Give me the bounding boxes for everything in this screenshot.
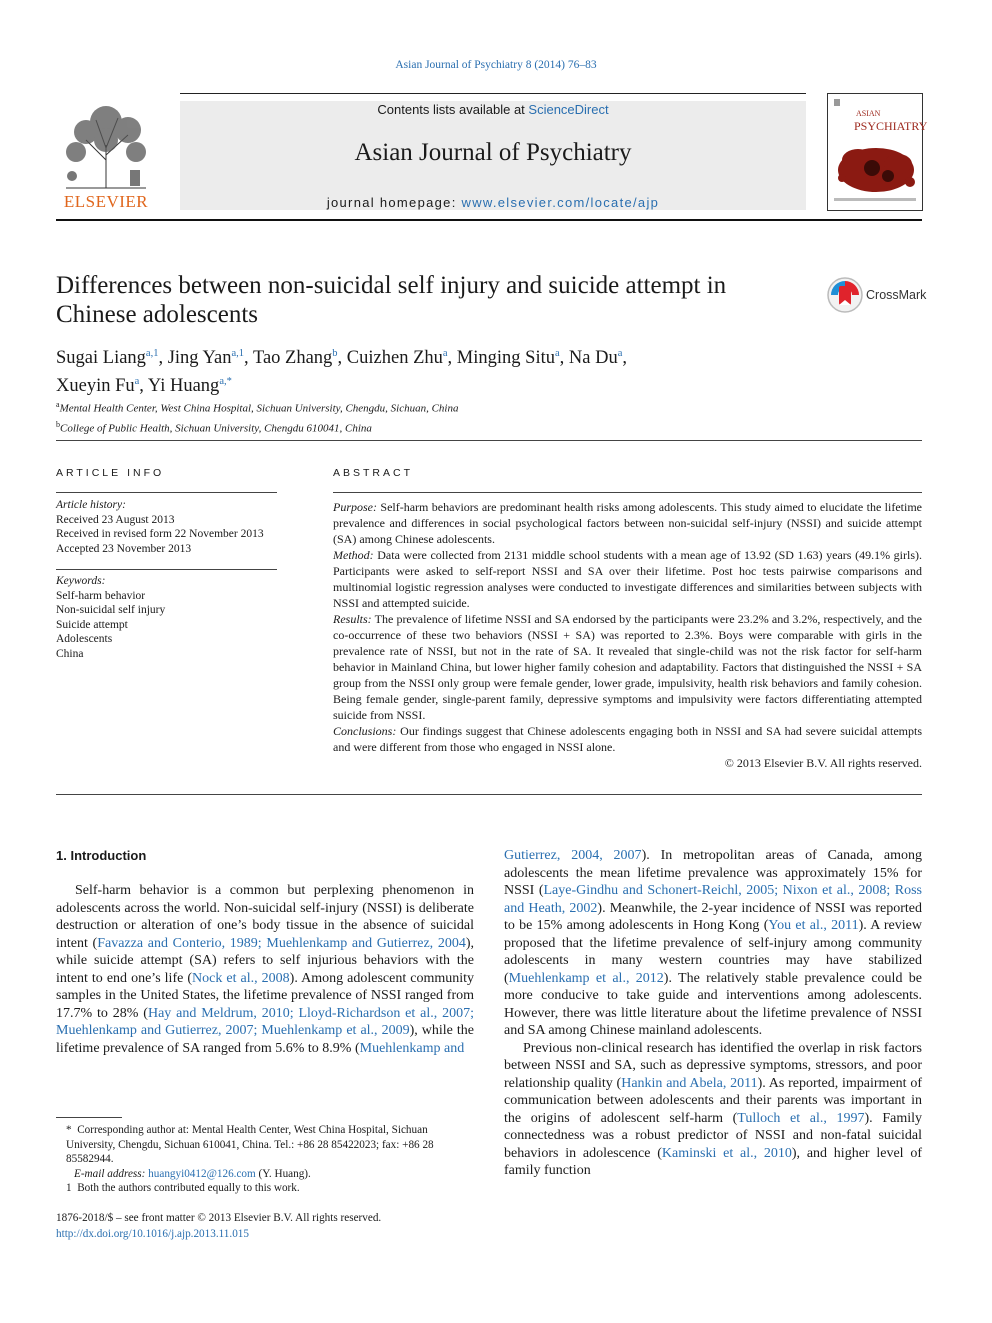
footnote-text: Both the authors contributed equally to this work.	[77, 1182, 300, 1194]
footnote-text: Corresponding author at: Mental Health Center, West China Hospital, Sichuan University, Chengdu, Sichuan 610041, China. Tel.: +86 28 85422023; fax: +86 28 85582944.	[66, 1124, 434, 1165]
author-affil-marker[interactable]: a	[134, 376, 140, 388]
keywords	[56, 574, 165, 661]
cover-title-line2: PSYCHIATRY	[854, 119, 928, 133]
author-name: Cuizhen Zhu	[346, 348, 443, 369]
issn-line: 1876-2018/$ – see front matter © 2013 Elsevier B.V. All rights reserved.	[56, 1212, 382, 1224]
citation-link[interactable]: Laye-Gindhu and Schonert-Reichl, 2005; Nixon et al., 2008; Ross and Heath, 2002	[504, 883, 922, 916]
history-received: Received 23 August 2013	[56, 513, 175, 526]
citation-link[interactable]: Hay and Meldrum, 2010; Lloyd-Richardson et al., 2007; Muehlenkamp and Gutierrez, 2007; Muehlenkamp et al., 2009	[56, 1005, 474, 1038]
abstract-conclusions	[333, 723, 922, 755]
abstract-copyright: © 2013 Elsevier B.V. All rights reserved.	[724, 756, 922, 770]
history-accepted: Accepted 23 November 2013	[56, 542, 192, 555]
body-paragraph	[504, 847, 922, 1040]
author-affil-marker[interactable]: a,1	[145, 348, 159, 359]
body-column-left	[56, 882, 474, 1057]
homepage-line	[180, 195, 806, 210]
author-name: Sugai Liang	[56, 348, 146, 369]
body-text: ). In metropolitan areas of Canada, among adolescents the mean lifetime prevalence was approximately 15% for NSSI (	[504, 848, 923, 898]
body-text: ). Meanwhile, the 2-year incidence of NSSI was reported to be 15% among adolescents in Hong Kong (	[504, 900, 922, 933]
body-text: ). Among adolescent community samples in the United States, the lifetime prevalence of NSSI ranged from 17.7% to 28% (	[56, 970, 475, 1021]
abstract-method-text: Data were collected from 2131 middle school students with a mean age of 13.92 (SD 1.63) years (49.1% girls). Participants were asked to self-report NSSI and SA over their lifetime. Post hoc tests pairwise comparisons and multinomial logistic regression analyses were conducted to investigate differences and similarities between subjects with NSSI and attempted suicide.	[333, 548, 923, 610]
abstract-body	[333, 499, 922, 771]
footnote-marker: 1	[66, 1182, 72, 1194]
body-text: ). A review proposed that the lifetime prevalence of self-injury among community adolescents in many western countries may have stabilized (	[504, 918, 922, 986]
abstract-purpose-text: Self-harm behaviors are predominant health risks among adolescents. This study aimed to elucidate the lifetime prevalence and differences in social psychological factors between non-suicidal self-injury (NSSI) and suicide attempt (SA) among Chinese adolescents.	[333, 500, 922, 546]
keywords-heading: Keywords:	[56, 575, 106, 587]
abstract-method	[333, 547, 922, 611]
citation-link[interactable]: Gutierrez, 2004, 2007	[504, 848, 642, 863]
abstract-conclusions-text: Our findings suggest that Chinese adolescents engaging both in NSSI and SA had severe suicidal attempts and were different from those who engaged in NSSI alone.	[333, 724, 923, 754]
history-revised: Received in revised form 22 November 2013	[56, 528, 264, 540]
publication-info	[56, 1211, 381, 1242]
keyword-item: Non-suicidal self injury	[56, 604, 166, 616]
body-text: ). As reported, impairment of communication between adolescents and their parents was important in the origins of adolescent self-harm (	[504, 1075, 922, 1126]
email-label: E-mail address:	[74, 1167, 146, 1180]
article-history	[56, 498, 264, 556]
citation-link[interactable]: Tulloch et al., 1997	[737, 1110, 865, 1126]
crossmark-badge[interactable]	[826, 276, 926, 314]
author-name: Yi Huang	[147, 376, 220, 397]
citation-link[interactable]: Favazza and Conterio, 1989; Muehlenkamp and Gutierrez, 2004	[97, 935, 466, 951]
crossmark-icon	[826, 276, 864, 314]
author-affil-marker[interactable]: a,*	[219, 376, 232, 388]
journal-cover-thumbnail[interactable]	[827, 93, 928, 211]
equal-contribution-note	[56, 1181, 476, 1196]
citation-link[interactable]: Nock et al., 2008	[192, 970, 290, 986]
keywords-rule	[56, 569, 277, 570]
contents-line	[180, 102, 806, 117]
history-heading: Article history:	[56, 499, 126, 511]
body-paragraph	[504, 1040, 922, 1180]
homepage-link[interactable]: www.elsevier.com/locate/ajp	[461, 195, 660, 210]
author-affil-marker[interactable]: b	[332, 348, 338, 359]
email-suffix: (Y. Huang).	[258, 1167, 311, 1180]
citation-link[interactable]: Muehlenkamp and	[359, 1040, 465, 1056]
author-affil-marker[interactable]: a	[442, 348, 448, 359]
body-text: Self-harm behavior is a common but perplexing phenomenon in adolescents across the world. Non-suicidal self-injury (NSSI) is deliberate destruction or alteration of one’s body tissue in the absence of suicidal intent (	[56, 883, 474, 951]
corresponding-author-note	[56, 1123, 476, 1167]
elsevier-logo	[56, 100, 156, 212]
body-text: ), while suicide attempt (SA) refers to self injurious behaviors with the intent to end one’s life (	[56, 935, 474, 986]
abstract-results-heading: Results:	[333, 612, 372, 626]
journal-title: Asian Journal of Psychiatry	[354, 139, 632, 166]
abstract-purpose-heading: Purpose:	[333, 500, 377, 514]
author-affil-marker[interactable]: a,1	[231, 348, 245, 359]
body-column-right	[504, 847, 922, 1180]
abstract-conclusions-heading: Conclusions:	[333, 724, 397, 738]
footnote-marker: *	[66, 1124, 72, 1136]
affiliation-a	[56, 397, 459, 417]
author-list: Sugai Liang$^{a,1}$, Jing Yan$^{a,1}$, Tao Zhang$^b$, Cuizhen Zhu$^a$, Minging Situ$^a$, Na Du$^a$, Xueyin Fu$^a$, Yi Huang$^{a,*}$	[56, 348, 628, 397]
elsevier-wordmark: ELSEVIER	[63, 192, 149, 211]
author-name: Tao Zhang	[252, 348, 333, 369]
body-text: ). The relatively stable prevalence could be more conducive to take guide and interventions among adolescents. However, there was little literature about the lifetime prevalence of NSSI and SA among Chinese mainland adolescents.	[504, 970, 923, 1038]
keyword-item: Self-harm behavior	[56, 589, 146, 602]
author-affil-marker[interactable]: a	[554, 348, 560, 359]
journal-masthead	[180, 101, 806, 210]
footnotes	[56, 1123, 476, 1196]
crossmark-label: CrossMark	[866, 288, 927, 302]
body-paragraph	[56, 882, 474, 1057]
author-affil-marker[interactable]: a	[617, 348, 623, 359]
abstract-results-text: The prevalence of lifetime NSSI and SA endorsed by the participants were 23.2% and 3.2%, respectively, and the co-occurrence of these two behaviors (NSSI + SA) was reported to 2.3%. Boys were comparable with girls in the prevalence rate of NSSI, but not in the rate of SA. It revealed that single-child was not the risk factor for self-harm behavior in Mainland China, but lower higher family cohesion and adaptability. Factors that distinguished the NSSI + SA group from the NSSI only group were female gender, lower grade, impulsivity, health risk behaviors and family cohesion. Being female gender, single-parent family, depressive symptoms and impulsivity were factors differentiating attempted suicide from NSSI.	[333, 612, 922, 722]
homepage-prefix: journal homepage:	[326, 195, 462, 210]
citation-link[interactable]: Muehlenkamp et al., 2012	[508, 970, 664, 986]
abstract-rule	[333, 492, 922, 493]
keyword-item: Adolescents	[56, 633, 113, 645]
section-heading-introduction: 1. Introduction	[56, 848, 147, 863]
affiliation-text: Mental Health Center, West China Hospital, Sichuan University, Chengdu, Sichuan, China	[59, 402, 459, 415]
abstract-purpose	[333, 499, 922, 547]
affiliation-b	[56, 417, 459, 437]
keyword-item: China	[56, 647, 84, 660]
body-text: ), while the lifetime prevalence of SA ranged from 5.6% to 8.9% (	[56, 1023, 474, 1056]
keyword-item: Suicide attempt	[56, 618, 128, 631]
body-text: Previous non-clinical research has identified the overlap in risk factors between NSSI and SA, such as depressive symptoms, stressors, and poor relationship quality (	[504, 1040, 922, 1091]
author-name: Xueyin Fu	[56, 376, 135, 397]
footnote-rule	[56, 1117, 122, 1118]
author-name: Jing Yan	[167, 348, 232, 369]
abstract-label: ABSTRACT	[333, 467, 414, 479]
abstract-end-rule	[56, 794, 922, 795]
author-name: Na Du	[568, 348, 618, 369]
citation-link[interactable]: You et al., 2011	[768, 918, 859, 933]
sciencedirect-link[interactable]: ScienceDirect	[528, 102, 609, 117]
abstract-method-heading: Method:	[333, 548, 374, 562]
header-top-rule	[180, 93, 806, 94]
author-name: Minging Situ	[456, 348, 555, 369]
article-info-label: ARTICLE INFO	[56, 467, 165, 479]
body-text: ), and higher level of family function	[504, 1145, 922, 1178]
affiliation-marker: b	[56, 419, 60, 429]
email-link[interactable]: huangyi0412@126.com	[148, 1167, 256, 1180]
journal-reference[interactable]: Asian Journal of Psychiatry 8 (2014) 76–83	[395, 59, 597, 71]
body-text: ). Family connectedness was a robust predictor of NSSI and non-fatal suicidal behaviors in adolescence (	[504, 1110, 922, 1161]
header-rule	[56, 219, 922, 221]
affiliations	[56, 397, 459, 436]
doi-link[interactable]: http://dx.doi.org/10.1016/j.ajp.2013.11.015	[56, 1227, 249, 1240]
affiliation-marker: a	[56, 400, 60, 409]
email-note	[56, 1167, 476, 1182]
citation-link[interactable]: Hankin and Abela, 2011	[621, 1075, 758, 1091]
contents-prefix: Contents lists available at	[377, 102, 529, 117]
citation-link[interactable]: Kaminski et al., 2010	[661, 1145, 792, 1161]
affiliation-text: College of Public Health, Sichuan University, Chengdu 610041, China	[60, 422, 372, 435]
article-info-rule	[56, 492, 277, 493]
abstract-results	[333, 611, 922, 723]
affiliation-rule	[56, 440, 922, 441]
article-title: Differences between non-suicidal self injury and suicide attempt in Chinese adolescents	[56, 272, 727, 328]
cover-title-line1: ASIAN	[856, 109, 881, 118]
